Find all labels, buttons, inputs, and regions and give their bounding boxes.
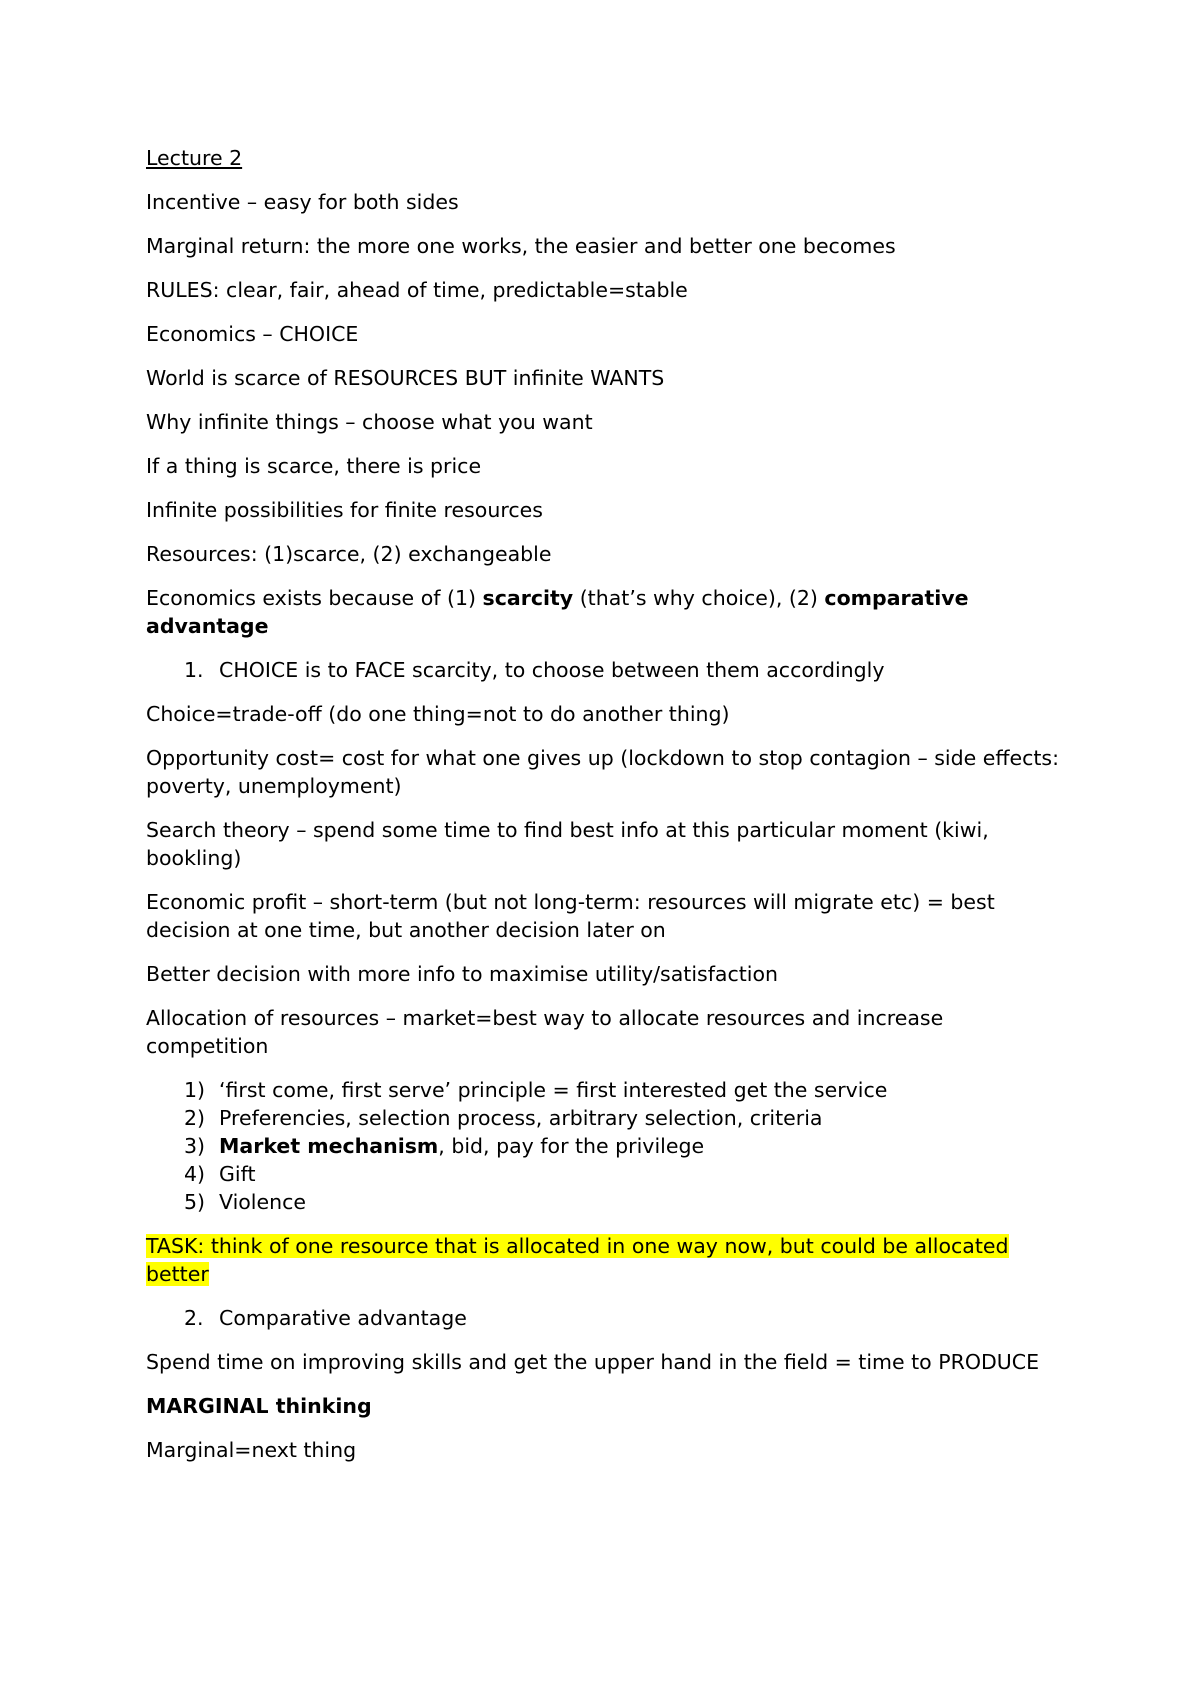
note-line: Economics – CHOICE: [146, 322, 359, 346]
note-line: Marginal=next thing: [146, 1438, 357, 1462]
list-marker: 4): [184, 1162, 206, 1186]
list-item-text: Comparative advantage: [219, 1306, 467, 1330]
list-marker: 1.: [184, 658, 204, 682]
list-item-text: Preferencies, selection process, arbitrary selection, criteria: [219, 1106, 823, 1130]
note-line: Search theory – spend some time to find best info at this particular moment (kiwi, bookling): [146, 818, 989, 870]
economics-exists-paragraph: [146, 584, 1066, 640]
task-highlight: TASK: think of one resource that is allocated in one way now, but could be allocated better: [146, 1234, 1009, 1286]
list-item-text: Gift: [219, 1162, 256, 1186]
note-line: Incentive – easy for both sides: [146, 190, 459, 214]
list-item: [146, 1188, 1066, 1216]
list-marker: 1): [184, 1078, 206, 1102]
list-item-text: Violence: [219, 1190, 306, 1214]
note-line: Better decision with more info to maximise utility/satisfaction: [146, 962, 779, 986]
note-line: Marginal return: the more one works, the easier and better one becomes: [146, 234, 896, 258]
list-item: [146, 1104, 1066, 1132]
scarcity-bold: scarcity: [482, 586, 574, 610]
comparative-advantage-bold: comparative advantage: [146, 586, 969, 638]
list-item: [146, 1160, 1066, 1188]
note-line: Spend time on improving skills and get the upper hand in the field = time to PRODUCE: [146, 1350, 1040, 1374]
note-line: Why infinite things – choose what you want: [146, 410, 593, 434]
lecture-title: Lecture 2: [146, 146, 243, 170]
marginal-heading: MARGINAL thinking: [146, 1394, 372, 1418]
note-line: Economic profit – short-term (but not long-term: resources will migrate etc) = best decision at one time, but another decision later on: [146, 890, 995, 942]
note-line: World is scarce of RESOURCES BUT infinite WANTS: [146, 366, 665, 390]
note-line: Opportunity cost= cost for what one gives up (lockdown to stop contagion – side effects: poverty, unemployment): [146, 746, 1060, 798]
note-line: Resources: (1)scarce, (2) exchangeable: [146, 542, 552, 566]
list-item: [146, 1132, 1066, 1160]
list-marker: 2): [184, 1106, 206, 1130]
exists-prefix: Economics exists because of (1): [146, 586, 483, 610]
point-2-list: [146, 1304, 1066, 1332]
note-line: Allocation of resources – market=best way to allocate resources and increase competition: [146, 1006, 944, 1058]
list-marker: 5): [184, 1190, 206, 1214]
list-marker: 2.: [184, 1306, 204, 1330]
allocation-methods-list: [146, 1076, 1066, 1216]
list-item: [146, 656, 1066, 684]
note-line: If a thing is scarce, there is price: [146, 454, 482, 478]
list-item-text: , bid, pay for the privilege: [438, 1134, 705, 1158]
list-item-text: ‘first come, first serve’ principle = first interested get the service: [219, 1078, 888, 1102]
document-page: [146, 144, 1066, 1480]
list-item-text: CHOICE is to FACE scarcity, to choose between them accordingly: [219, 658, 885, 682]
list-item: [146, 1304, 1066, 1332]
note-line: Infinite possibilities for finite resources: [146, 498, 543, 522]
task-paragraph: [146, 1232, 1066, 1288]
note-line: Choice=trade-off (do one thing=not to do another thing): [146, 702, 730, 726]
exists-middle: (that’s why choice), (2): [573, 586, 825, 610]
market-mechanism-bold: Market mechanism: [219, 1134, 439, 1158]
point-1-list: [146, 656, 1066, 684]
list-item: [146, 1076, 1066, 1104]
list-marker: 3): [184, 1134, 206, 1158]
note-line: RULES: clear, fair, ahead of time, predictable=stable: [146, 278, 688, 302]
